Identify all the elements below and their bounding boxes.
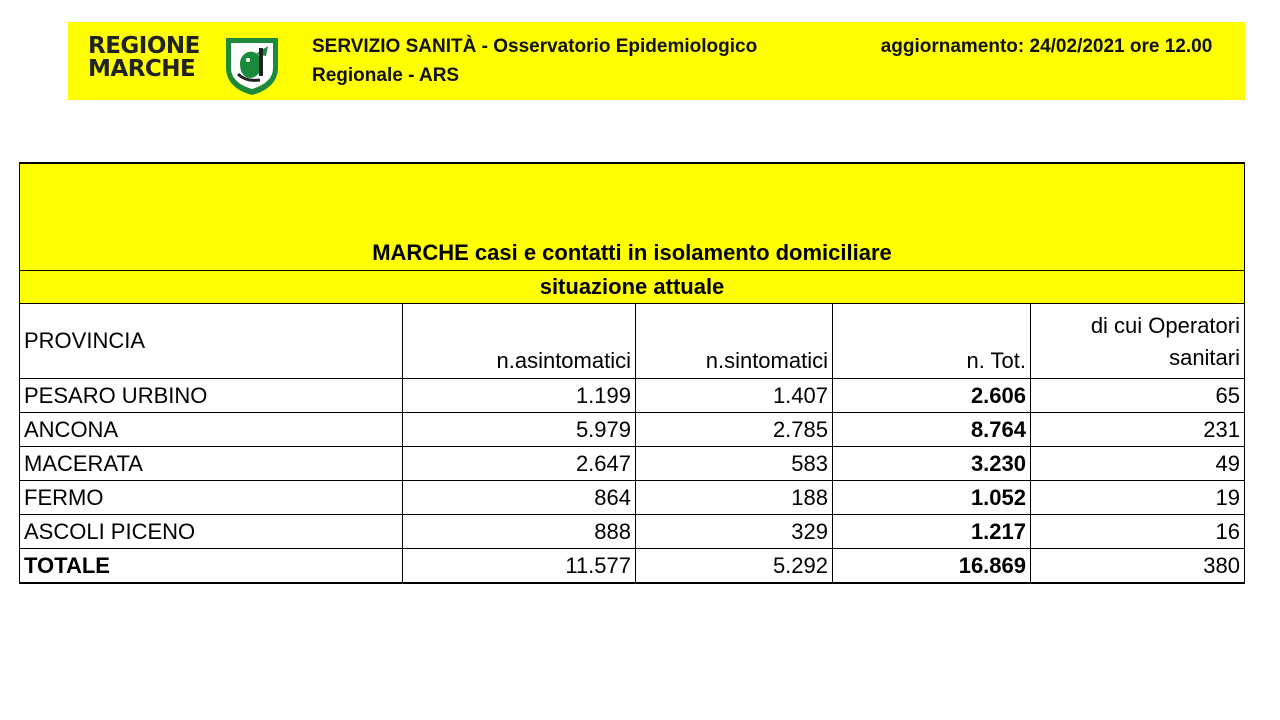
header-asintomatici: n.asintomatici	[403, 304, 636, 379]
cell-provincia: ASCOLI PICENO	[20, 515, 403, 549]
cell-sintomatici: 329	[636, 515, 833, 549]
regione-marche-logo	[88, 34, 284, 94]
cell-asintomatici: 2.647	[403, 447, 636, 481]
cell-provincia: ANCONA	[20, 413, 403, 447]
logo-wordmark	[88, 35, 216, 81]
table-row-ancona	[20, 413, 1245, 447]
cell-sintomatici: 188	[636, 481, 833, 515]
cell-provincia: PESARO URBINO	[20, 379, 403, 413]
cell-asintomatici: 1.199	[403, 379, 636, 413]
cell-operatori: 19	[1031, 481, 1245, 515]
update-timestamp: aggiornamento: 24/02/2021 ore 12.00	[880, 36, 1213, 57]
cell-provincia: FERMO	[20, 481, 403, 515]
cell-asintomatici: 5.979	[403, 413, 636, 447]
cell-sintomatici: 2.785	[636, 413, 833, 447]
header-banner	[68, 22, 1245, 100]
cell-totale: 1.217	[833, 515, 1031, 549]
cell-asintomatici: 864	[403, 481, 636, 515]
table-row-fermo	[20, 481, 1245, 515]
cell-totale: 8.764	[833, 413, 1031, 447]
regione-emblem-icon	[220, 34, 284, 96]
cell-provincia: MACERATA	[20, 447, 403, 481]
cell-operatori: 16	[1031, 515, 1245, 549]
header-provincia: PROVINCIA	[20, 304, 403, 379]
header-operatori-sanitari: di cui Operatori sanitari	[1031, 304, 1245, 379]
cell-totale: 16.869	[833, 549, 1031, 584]
logo-line-2: MARCHE	[88, 56, 196, 82]
cell-totale: 3.230	[833, 447, 1031, 481]
cell-provincia: TOTALE	[20, 549, 403, 584]
cell-operatori: 65	[1031, 379, 1245, 413]
table-title: MARCHE casi e contatti in isolamento domiciliare	[20, 163, 1245, 271]
logo-line-1: REGIONE	[88, 33, 200, 59]
table-row-ascoli-piceno	[20, 515, 1245, 549]
table-row-pesaro-urbino	[20, 379, 1245, 413]
table-subtitle: situazione attuale	[20, 271, 1245, 304]
table-row-macerata	[20, 447, 1245, 481]
header-sintomatici: n.sintomatici	[636, 304, 833, 379]
cell-operatori: 231	[1031, 413, 1245, 447]
cell-totale: 2.606	[833, 379, 1031, 413]
cell-operatori: 380	[1031, 549, 1245, 584]
cell-asintomatici: 11.577	[403, 549, 636, 584]
service-title: SERVIZIO SANITÀ - Osservatorio Epidemiologico Regionale - ARS	[312, 36, 758, 86]
cell-sintomatici: 1.407	[636, 379, 833, 413]
cell-totale: 1.052	[833, 481, 1031, 515]
cell-asintomatici: 888	[403, 515, 636, 549]
cell-sintomatici: 5.292	[636, 549, 833, 584]
cell-sintomatici: 583	[636, 447, 833, 481]
cell-operatori: 49	[1031, 447, 1245, 481]
table-row-totale	[20, 549, 1245, 584]
isolation-table	[19, 162, 1245, 584]
header-totale: n. Tot.	[833, 304, 1031, 379]
